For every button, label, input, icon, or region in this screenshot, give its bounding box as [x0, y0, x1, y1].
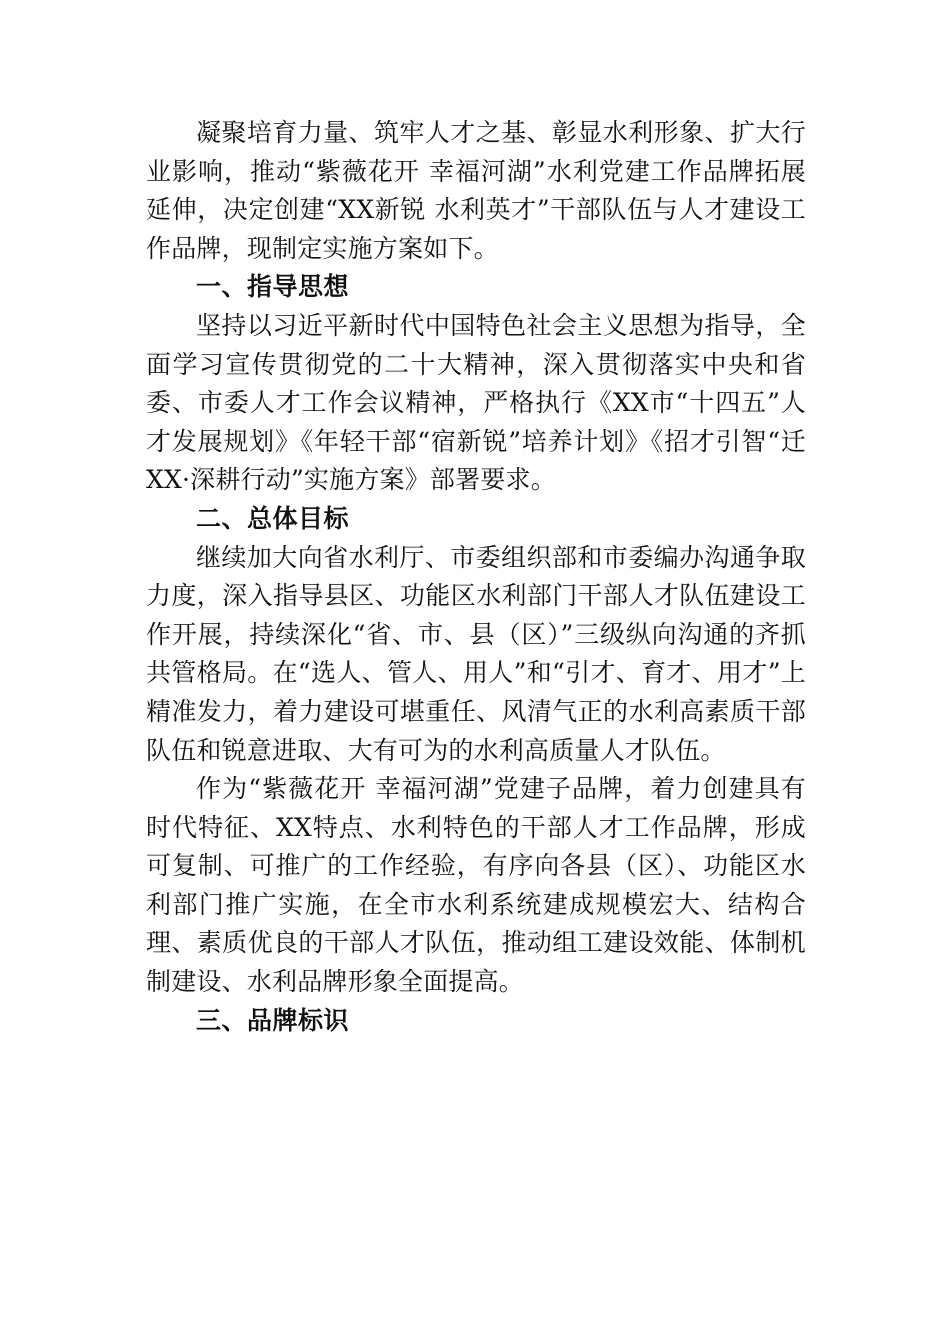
section-heading-guiding-ideology: 一、指导思想: [196, 272, 350, 302]
document-body: [146, 114, 806, 1040]
intro-paragraph: 凝聚培育力量、筑牢人才之基、彰显水利形象、扩大行业影响，推动“紫薇花开 幸福河湖”水利党建工作品牌拓展延伸，决定创建“XX新锐 水利英才”干部队伍与人才建设工作品牌，现制定实施方案如下。: [146, 118, 806, 263]
guiding-ideology-paragraph: 坚持以习近平新时代中国特色社会主义思想为指导，全面学习宣传贯彻党的二十大精神，深入贯彻落实中央和省委、市委人才工作会议精神，严格执行《XX市“十四五”人才发展规划》《年轻干部“宿新锐”培养计划》《招才引智“迁XX·深耕行动”实施方案》部署要求。: [146, 310, 806, 495]
section-heading-overall-goals: 二、总体目标: [196, 503, 350, 533]
overall-goals-paragraph-1: 继续加大向省水利厅、市委组织部和市委编办沟通争取力度，深入指导县区、功能区水利部门干部人才队伍建设工作开展，持续深化“省、市、县（区）”三级纵向沟通的齐抓共管格局。在“选人、管人、用人”和“引才、育才、用才”上精准发力，着力建设可堪重任、风清气正的水利高素质干部队伍和锐意进取、大有可为的水利高质量人才队伍。: [146, 542, 806, 765]
overall-goals-paragraph-2: 作为“紫薇花开 幸福河湖”党建子品牌，着力创建具有时代特征、XX特点、水利特色的干部人才工作品牌，形成可复制、可推广的工作经验，有序向各县（区）、功能区水利部门推广实施，在全市水利系统建成规模宏大、结构合理、素质优良的干部人才队伍，推动组工建设效能、体制机制建设、水利品牌形象全面提高。: [146, 774, 806, 997]
section-heading-brand-identity: 三、品牌标识: [196, 1005, 350, 1035]
